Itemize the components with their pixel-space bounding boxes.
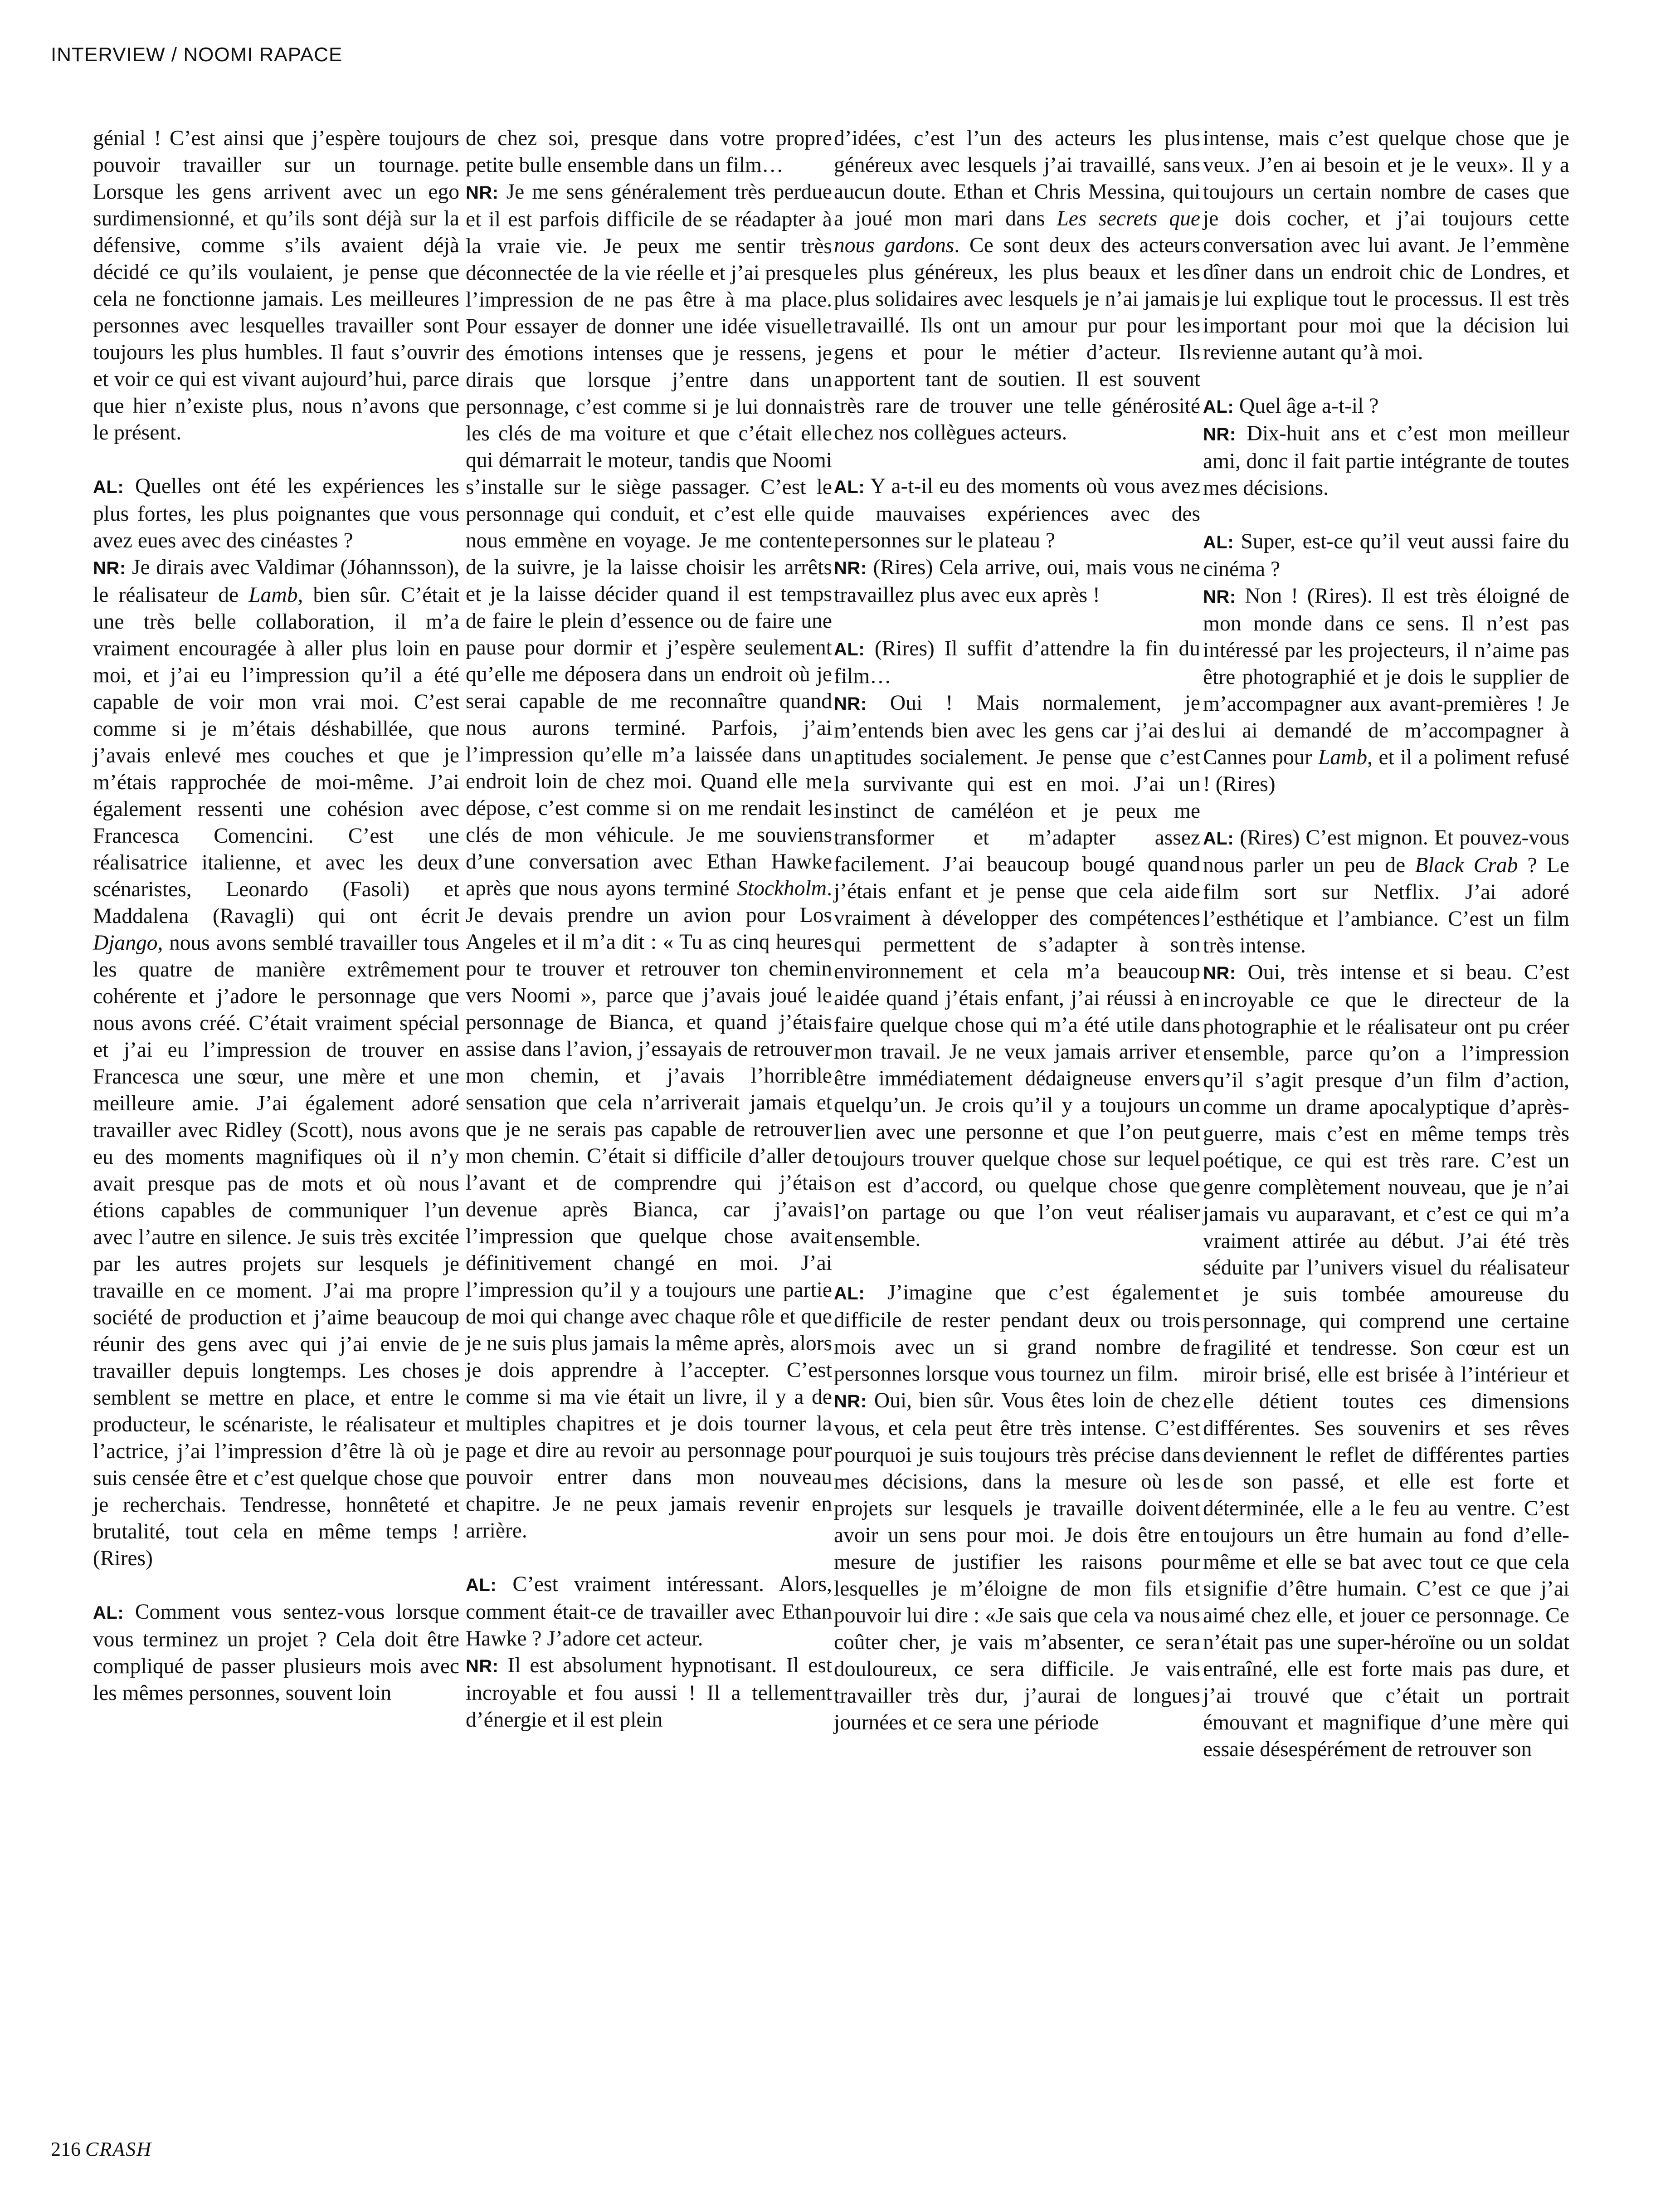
question: AL: Quelles ont été les expériences les plus fortes, les plus poignantes que vous avez eues avec des cinéastes ? [93,474,460,552]
answer: NR: Non ! (Rires). Il est très éloigné de mon monde dans ce sens. Il n’est pas intéressé par les projecteurs, il n’aime pas être photographié et je dois le supplier de m’accompagner aux avant-premières ! Je lui ai demandé de m’accompagner à Cannes pour Lamb, et il a poliment refusé ! (Rires) [1203,584,1569,796]
article-column-2 [466,125,832,1733]
film-title: Lamb [1318,746,1368,769]
answer: NR: Oui, bien sûr. Vous êtes loin de chez vous, et cela peut être très intense. C’est pourquoi je suis toujours très précise dans mes décisions, dans la mesure où les projets sur lesquels je travaille doivent avoir un sens pour moi. Je dois être en mesure de justifier les raisons pour lesquelles je m’éloigne de mon fils et pouvoir lui dire : «Je sais que cela va nous coûter cher, je vais m’absenter, ce sera douloureux, ce sera difficile. Je vais travailler très dur, j’aurai de longues journées et ce sera une période [834,1389,1201,1734]
speaker-nr: NR: [1203,963,1236,983]
paragraph: d’idées, c’est l’un des acteurs les plus généreux avec lesquels j’ai travaillé, sans aucun doute. Ethan et Chris Messina, qui a joué mon mari dans Les secrets que nous gardons. Ce sont deux des acteurs les plus généreux, les plus beaux et les plus solidaires avec lesquels je n’ai jamais travaillé. Ils ont un amour pur pour les gens et pour le métier d’acteur. Ils apportent tant de soutien. Il est souvent très rare de trouver une telle générosité chez nos collègues acteurs. [834,127,1200,444]
speaker-al: AL: [1203,397,1234,417]
paragraph: intense, mais c’est quelque chose que je veux. J’en ai besoin et je le veux». Il y a toujours un certain nombre de cases que je dois cocher, et j’ai toujours cette conversation avec lui avant. Je l’emmène dîner dans un endroit chic de Londres, et je lui explique tout le processus. Il est très important pour moi que la décision lui revienne autant qu’à moi. [1203,127,1569,364]
speaker-nr: NR: [466,1656,499,1676]
article-column-3 [834,125,1200,1736]
speaker-al: AL: [93,477,124,497]
question: AL: Super, est-ce qu’il veut aussi faire du cinéma ? [1203,530,1570,581]
magazine-name: CRASH [85,2138,152,2160]
answer: NR: Dix-huit ans et c’est mon meilleur ami, donc il fait partie intégrante de toutes mes décisions. [1203,422,1569,500]
article-column-4 [1203,125,1569,1763]
film-title: Lamb [248,583,298,607]
question: AL: (Rires) Il suffit d’attendre la fin du film… [834,637,1200,688]
answer: NR: Je me sens généralement très perdue et il est parfois difficile de se réadapter à la vraie vie. Je peux me sentir très déconnectée de la vie réelle et j’ai presque l’impression de ne pas être à ma place. Pour essayer de donner une idée visuelle des émotions intenses que je ressens, je dirais que lorsque j’entre dans un personnage, c’est comme si je lui donnais les clés de ma voiture et que c’était elle qui démarrait le moteur, tandis que Noomi s’installe sur le siège passager. C’est le personnage qui conduit, et c’est elle qui nous emmène en voyage. Je me contente de la suivre, je la laisse choisir les arrêts et je la laisse décider quand il est temps de faire le plein d’essence ou de faire une pause pour dormir et j’espère seulement qu’elle me déposera dans un endroit où je serai capable de me reconnaître quand nous aurons terminé. Parfois, j’ai l’impression qu’elle m’a laissée dans un endroit loin de chez moi. Quand elle me dépose, c’est comme si on me rendait les clés de mon véhicule. Je me souviens d’une conversation avec Ethan Hawke après que nous ayons terminé Stockholm. Je devais prendre un avion pour Los Angeles et il m’a dit : « Tu as cinq heures pour te trouver et retrouver ton chemin vers Noomi », parce que j’avais joué le personnage de Bianca, et quand j’étais assise dans l’avion, j’essayais de retrouver mon chemin, et j’avais l’horrible sensation que cela n’arriverait jamais et que je ne serais pas capable de retrouver mon chemin. C’était si difficile d’aller de l’avant et de comprendre qui j’étais devenue après Bianca, car j’avais l’impression que quelque chose avait définitivement changé en moi. J’ai l’impression qu’il y a toujours une partie de moi qui change avec chaque rôle et que je ne suis plus jamais la même après, alors je dois apprendre à l’accepter. C’est comme si ma vie était un livre, il y a de multiples chapitres et je dois tourner la page et dire au revoir au personnage pour pouvoir entrer dans mon nouveau chapitre. Je ne peux jamais revenir en arrière. [466,180,832,1543]
speaker-al: AL: [93,1603,124,1623]
speaker-al: AL: [1203,829,1234,849]
speaker-nr: NR: [1203,587,1236,607]
speaker-nr: NR: [834,558,867,578]
film-title: Django [93,931,158,955]
film-title: Black Crab [1415,854,1518,877]
speaker-nr: NR: [1203,425,1236,444]
speaker-al: AL: [834,1284,865,1303]
paragraph: de chez soi, presque dans votre propre petite bulle ensemble dans un film… [466,127,832,177]
question: AL: Comment vous sentez-vous lorsque vous terminez un projet ? Cela doit être compliqué de passer plusieurs mois avec les mêmes personnes, souvent loin [93,1600,459,1705]
question: AL: Quel âge a-t-il ? [1203,394,1379,418]
question: AL: J’imagine que c’est également difficile de rester pendant deux ou trois mois avec un si grand nombre de personnes lorsque vous tournez un film. [834,1281,1200,1386]
answer: NR: Oui, très intense et si beau. C’est incroyable ce que le directeur de la photographie et le réalisateur ont pu créer ensemble, parce qu’on a l’impression qu’il s’agit presque d’un film d’action, comme un drame apocalyptique d’après-guerre, mais c’est en même temps très poétique, ce qui est très rare. C’est un genre complètement nouveau, que je n’ai jamais vu auparavant, et c’est ce qui m’a vraiment attirée au début. J’ai été très séduite par l’univers visuel du réalisateur et je suis tombée amoureuse du personnage, qui comprend une certaine fragilité et tendresse. Son cœur est un miroir brisé, elle est brisée à l’intérieur et elle détient toutes ces dimensions différentes. Ses souvenirs et ses rêves deviennent le reflet de différentes parties de son passé, et elle est forte et déterminée, elle a le feu au ventre. C’est toujours un être humain au fond d’elle-même et elle se bat avec tout ce que cela signifie d’être humain. C’est ce que j’ai aimé chez elle, et jouer ce personnage. Ce n’était pas une super-héroïne ou un soldat entraîné, elle est forte mais pas dure, et j’ai trouvé que c’était un portrait émouvant et magnifique d’une mère qui essaie désespérément de retrouver son [1203,961,1569,1761]
speaker-al: AL: [834,477,865,497]
speaker-nr: NR: [834,694,867,714]
speaker-al: AL: [834,640,865,659]
speaker-al: AL: [466,1575,497,1595]
article-column-1 [93,125,459,1707]
page-footer [51,2138,152,2161]
answer: NR: Il est absolument hypnotisant. Il est incroyable et fou aussi ! Il a tellement d’énergie et il est plein [466,1654,832,1732]
answer: NR: Oui ! Mais normalement, je m’entends bien avec les gens car j’ai des aptitudes socialement. Je pense que c’est la survivante qui est en moi. J’ai un instinct de caméléon et je peux me transformer et m’adapter assez facilement. J’ai beaucoup bougé quand j’étais enfant et je pense que cela aide vraiment à développer des compétences qui permettent de s’adapter à son environnement et cela m’a beaucoup aidée quand j’étais enfant, j’ai réussi à en faire quelque chose qui m’a été utile dans mon travail. Je ne veux jamais arriver et être immédiatement dédaigneuse envers quelqu’un. Je crois qu’il y a toujours un lien avec une personne et que l’on peut toujours trouver quelque chose sur lequel on est d’accord, ou quelque chose que l’on partage ou que l’on veut réaliser ensemble. [834,691,1201,1251]
answer: NR: Je dirais avec Valdimar (Jóhannsson), le réalisateur de Lamb, bien sûr. C’était une très belle collaboration, il m’a vraiment encouragée à aller plus loin en moi, et j’ai eu l’impression qu’il a été capable de voir mon vrai moi. C’est comme si je m’étais déshabillée, que j’avais enlevé mes couches et que je m’étais rapprochée de moi-même. J’ai également ressenti une cohésion avec Francesca Comencini. C’est une réalisatrice italienne, et avec les deux scénaristes, Leonardo (Fasoli) et Maddalena (Ravagli) qui ont écrit Django, nous avons semblé travailler tous les quatre de manière extrêmement cohérente et j’adore le personnage que nous avons créé. C’était vraiment spécial et j’ai eu l’impression de trouver en Francesca une sœur, une mère et une meilleure amie. J’ai également adoré travailler avec Ridley (Scott), nous avons eu des moments magnifiques où il n’y avait presque pas de mots et où nous étions capables de communiquer l’un avec l’autre en silence. Je suis très excitée par les autres projets sur lesquels je travaille en ce moment. J’ai ma propre société de production et j’aime beaucoup réunir des gens avec qui j’ai envie de travailler depuis longtemps. Les choses semblent se mettre en place, et entre le producteur, le scénariste, le réalisateur et l’actrice, j’ai l’impression d’être là où je suis censée être et c’est quelque chose que je recherchais. Tendresse, honnêteté et brutalité, tout cela en même temps ! (Rires) [93,556,460,1570]
film-title: Les secrets que nous gardons [834,207,1200,257]
speaker-al: AL: [1203,532,1234,552]
question: AL: Y a-t-il eu des moments où vous avez de mauvaises expériences avec des personnes sur le plateau ? [834,474,1200,552]
speaker-nr: NR: [93,558,126,578]
question: AL: (Rires) C’est mignon. Et pouvez-vous nous parler un peu de Black Crab ? Le film sort sur Netflix. J’ai adoré l’esthétique et l’ambiance. C’est un film très intense. [1203,826,1569,957]
section-header: INTERVIEW / NOOMI RAPACE [51,44,343,66]
answer: NR: (Rires) Cela arrive, oui, mais vous ne travaillez plus avec eux après ! [834,556,1201,607]
question: AL: C’est vraiment intéressant. Alors, comment était-ce de travailler avec Ethan Hawke ? J’adore cet acteur. [466,1572,833,1650]
film-title: Stockholm [737,877,827,900]
page-number: 216 [51,2138,81,2160]
speaker-nr: NR: [834,1391,867,1411]
speaker-nr: NR: [466,183,499,203]
paragraph: génial ! C’est ainsi que j’espère toujours pouvoir travailler sur un tournage. Lorsque les gens arrivent avec un ego surdimensionné, et qu’ils sont déjà sur la défensive, comme s’ils avaient déjà décidé ce qu’ils voulaient, je pense que cela ne fonctionne jamais. Les meilleures personnes avec lesquelles travailler sont toujours les plus humbles. Il faut s’ouvrir et voir ce qui est vivant aujourd’hui, parce que hier n’existe plus, nous n’avons que le présent. [93,127,459,444]
